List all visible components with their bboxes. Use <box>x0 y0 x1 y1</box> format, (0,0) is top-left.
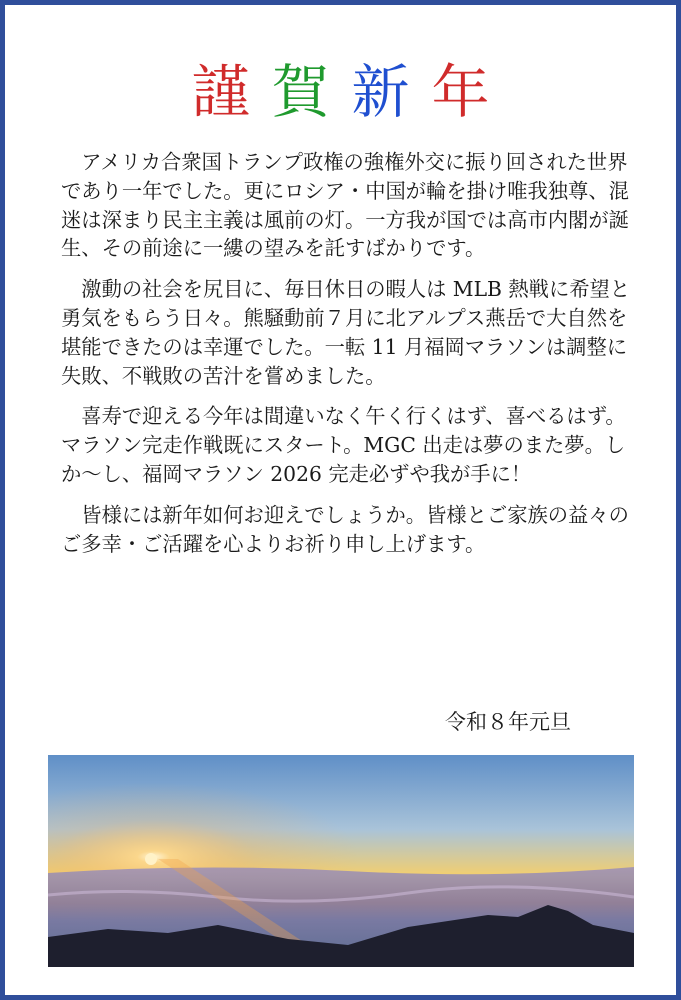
title-char-2: 賀 <box>271 58 330 126</box>
title-char-1: 謹 <box>191 58 250 126</box>
paragraph-new-year-goals: 喜寿で迎える今年は間違いなく午く行くはず、喜べるはず。マラソン完走作戦既にスタート。MGC 出走は夢のまた夢。しか〜し、福岡マラソン 2026 完走必ずや我が手に！ <box>61 404 626 486</box>
greeting-title <box>5 57 676 127</box>
date-line: 令和８年元旦 <box>445 710 571 734</box>
paragraph-activities: 激動の社会を尻目に、毎日休日の暇人は MLB 熱戦に希望と勇気をもらう日々。熊騒動前７月に北アルプス燕岳で大自然を堪能できたのは幸運でした。一転 11 月福岡マラソンは調整に失敗、不戦敗の苦汁を嘗めました。 <box>61 277 631 388</box>
title-char-4: 年 <box>431 58 490 126</box>
sun <box>145 853 157 865</box>
title-char-3: 新 <box>351 58 410 126</box>
letter-body <box>61 148 633 570</box>
paragraph-wishes: 皆様には新年如何お迎えでしょうか。皆様とご家族の益々のご多幸・ご活躍を心よりお祈り申し上げます。 <box>61 502 629 556</box>
paragraph-politics: アメリカ合衆国トランプ政権の強権外交に振り回された世界であり一年でした。更にロシア・中国が輪を掛け唯我独尊、混迷は深まり民主主義は風前の灯。一方我が国では高市内閣が誕生、その前途に一縷の望みを託すばかりです。 <box>61 150 629 261</box>
sunrise-photo <box>48 755 634 967</box>
